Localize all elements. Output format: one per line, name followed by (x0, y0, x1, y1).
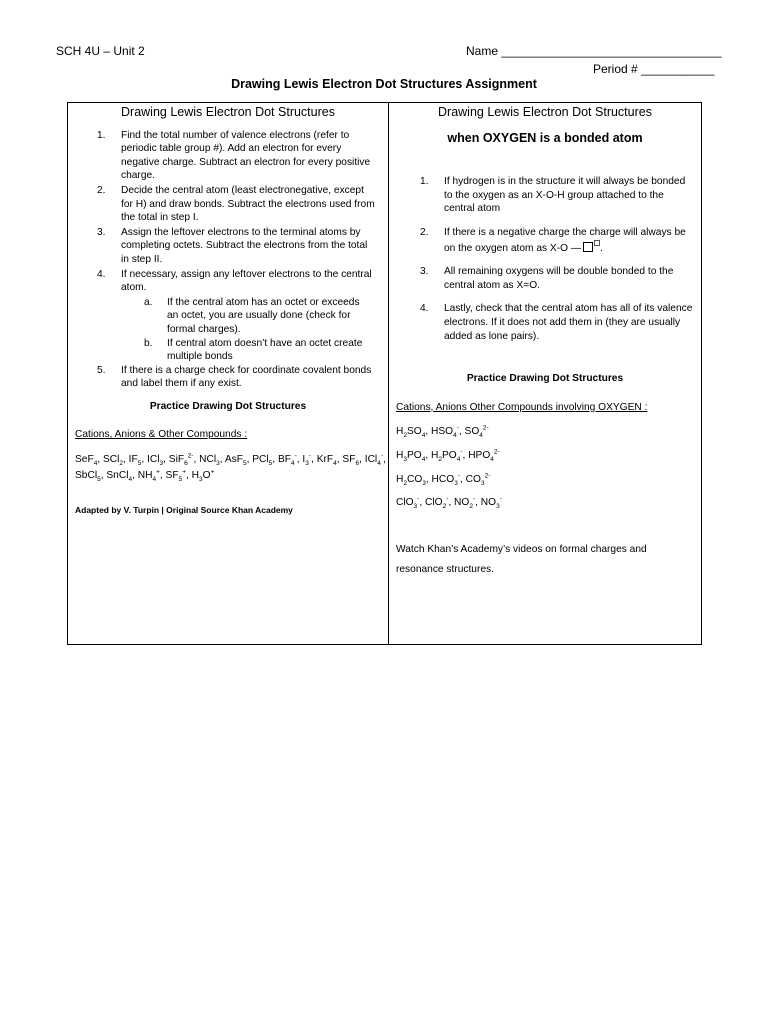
right-compound-line-2: $H_3PO_4$, $H_2PO_4^-$, $HPO_4^{2-}$ (396, 448, 500, 463)
lone-pair-box-icon (583, 242, 593, 252)
step-text: All remaining oxygens will be double bonded to the central atom as X=O. (444, 266, 674, 291)
right-column-title: Drawing Lewis Electron Dot Structures (438, 105, 652, 119)
right-step (389, 302, 701, 343)
course-label: SCH 4U – Unit 2 (56, 44, 145, 58)
adapted-credit: Adapted by V. Turpin | Original Source Khan Academy (75, 505, 293, 516)
right-column (389, 103, 701, 580)
step-number: 3. (97, 226, 106, 238)
step-text: If necessary, assign any leftover electrons to the central atom. (121, 268, 372, 294)
watch-khan-note: Watch Khan’s Academy’s videos on formal charges and resonance structures. (396, 543, 647, 575)
period-field-label: Period # ___________ (593, 62, 715, 76)
step-text: Lastly, check that the central atom has all of its valence electrons. If it does not add them in (they are usually added as lone pairs). (444, 303, 693, 342)
right-practice-heading: Practice Drawing Dot Structures (466, 373, 624, 385)
step-text: If hydrogen is in the structure it will always be bonded to the oxygen as an X-O-H group attached to the central atom (444, 176, 686, 215)
bond-line-icon: — (570, 242, 582, 254)
right-compounds-heading: Cations, Anions Other Compounds involving OXYGEN : (396, 401, 648, 413)
left-step (68, 268, 388, 295)
left-column (68, 103, 388, 518)
substep-text: If the central atom has an octet or exceeds an octet, you are usually done (check for formal charges). (167, 296, 360, 335)
charge-box-icon (594, 240, 600, 246)
step-text: If there is a charge check for coordinate covalent bonds and label them if any exist. (121, 364, 372, 390)
substep-letter: a. (144, 296, 153, 308)
step-number: 1. (97, 129, 106, 141)
step-number: 1. (420, 176, 429, 188)
right-step: 2. If there is a negative charge the charge will always be on the oxygen atom as X-O — . (420, 226, 686, 254)
left-compound-list-line-2: SbCl$_5$, SnCl$_4$, $NH_4^+$, $SF_5^+$, $H_3O^+$ (75, 468, 215, 483)
left-column-title: Drawing Lewis Electron Dot Structures (121, 105, 335, 119)
right-step (389, 175, 701, 216)
step-text: Decide the central atom (least electronegative, except for H) and draw bonds. Subtract the electrons used from the total in step I. (121, 184, 375, 224)
step-number: 2. (97, 184, 106, 196)
right-compound-line-3: $H_2CO_3$, $HCO_3^-$, $CO_3^{2-}$ (396, 472, 491, 487)
substep-letter: b. (144, 337, 153, 349)
left-compounds-heading: Cations, Anions & Other Compounds : (75, 429, 248, 441)
right-column-subtitle: when OXYGEN is a bonded atom (447, 130, 643, 145)
left-step (68, 184, 388, 225)
step-number: 2. (420, 226, 429, 238)
right-compound-line-1: $H_2SO_4$, $HSO_4^-$, $SO_4^{2-}$ (396, 424, 489, 440)
left-practice-heading: Practice Drawing Dot Structures (149, 400, 307, 412)
step-number: 4. (420, 303, 429, 315)
right-compound-line-4: ClO$_3$-, ClO$_2$-, $NO_2^-$, $NO_3^-$ (396, 495, 502, 511)
step-number: 3. (420, 266, 429, 278)
left-substep (68, 296, 388, 337)
left-compound-list-line-1: SeF$_4$, SCl$_2$, $IF_5$, ICl$_3$, SiF$_6^{2-}$, NCl$_3$, AsF$_5$, PCl$_5$, $BF_4^-$, $I_3^-$, KrF$_4$, $SF_6$, ICl$_4$-, (75, 452, 386, 468)
page-title: Drawing Lewis Electron Dot Structures Assignment (231, 77, 537, 91)
step-text: Assign the leftover electrons to the terminal atoms by completing octets. Subtract the electrons from the total in step II. (121, 226, 368, 265)
step-number: 5. (97, 364, 106, 376)
substep-text: If central atom doesn’t have an octet create multiple bonds (167, 337, 363, 363)
left-step (68, 226, 388, 267)
left-step (68, 129, 388, 183)
right-step (389, 265, 701, 292)
left-substep (68, 337, 388, 364)
step-number: 4. (97, 268, 106, 280)
instructions-table (67, 102, 702, 645)
step-text: Find the total number of valence electrons (refer to periodic table group #). Add an electron for every negative charge. Subtract an electron for every positive charge. (121, 129, 371, 182)
name-field-label: Name _________________________________ (466, 44, 722, 58)
left-step (68, 364, 388, 391)
step-text: If there is a negative charge the charge will always be on the oxygen atom as X-O (444, 226, 686, 254)
